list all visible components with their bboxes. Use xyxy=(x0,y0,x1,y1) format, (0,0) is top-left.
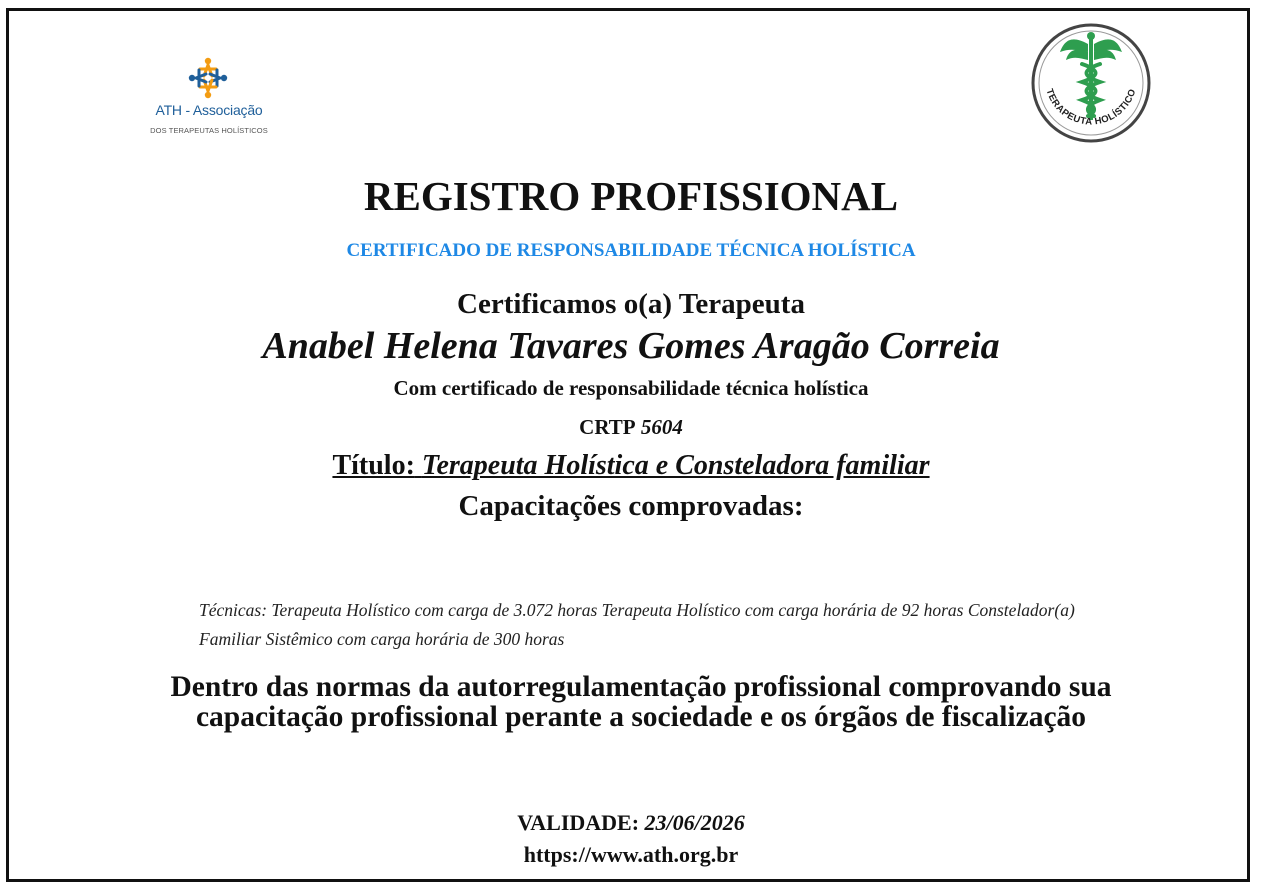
regulation-statement: Dentro das normas da autorregulamentação profissional comprovando sua capacitação profissional perante a sociedade e os órgãos de fiscalização xyxy=(170,671,1112,733)
crtp-label: CRTP xyxy=(579,415,636,439)
crtp-number: 5604 xyxy=(640,415,683,439)
title-label: Título: xyxy=(332,450,415,481)
people-circle-icon xyxy=(186,56,230,100)
certify-line: Certificamos o(a) Terapeuta xyxy=(457,288,805,320)
therapist-seal xyxy=(1030,22,1152,144)
professional-title xyxy=(0,450,1262,482)
therapist-name: Anabel Helena Tavares Gomes Aragão Correia xyxy=(262,325,1000,367)
website-link[interactable]: https://www.ath.org.br xyxy=(523,842,739,867)
title-value: Terapeuta Holística e Consteladora familiar xyxy=(421,450,930,481)
validity-label: VALIDADE: xyxy=(517,810,640,835)
techniques-text: Técnicas: Terapeuta Holístico com carga de 3.072 horas Terapeuta Holístico com carga horária de 92 horas Constelador(a) Familiar Sistêmico com carga horária de 300 horas xyxy=(199,600,1075,649)
ath-logo-subtitle: DOS TERAPEUTAS HOLÍSTICOS xyxy=(150,126,268,135)
document-subtitle: CERTIFICADO DE RESPONSABILIDADE TÉCNICA HOLÍSTICA xyxy=(346,240,916,261)
validity-line xyxy=(0,810,1262,836)
capacities-heading: Capacitações comprovadas: xyxy=(458,490,804,522)
seal-text: TERAPEUTA HOLÍSTICO xyxy=(1043,87,1139,128)
certificate-description: Com certificado de responsabilidade técnica holística xyxy=(393,376,869,400)
ath-logo xyxy=(150,56,268,140)
validity-date: 23/06/2026 xyxy=(644,810,745,835)
ath-logo-name: ATH - Associação xyxy=(155,102,263,118)
crtp-line xyxy=(0,415,1262,440)
document-title: REGISTRO PROFISSIONAL xyxy=(363,173,899,219)
